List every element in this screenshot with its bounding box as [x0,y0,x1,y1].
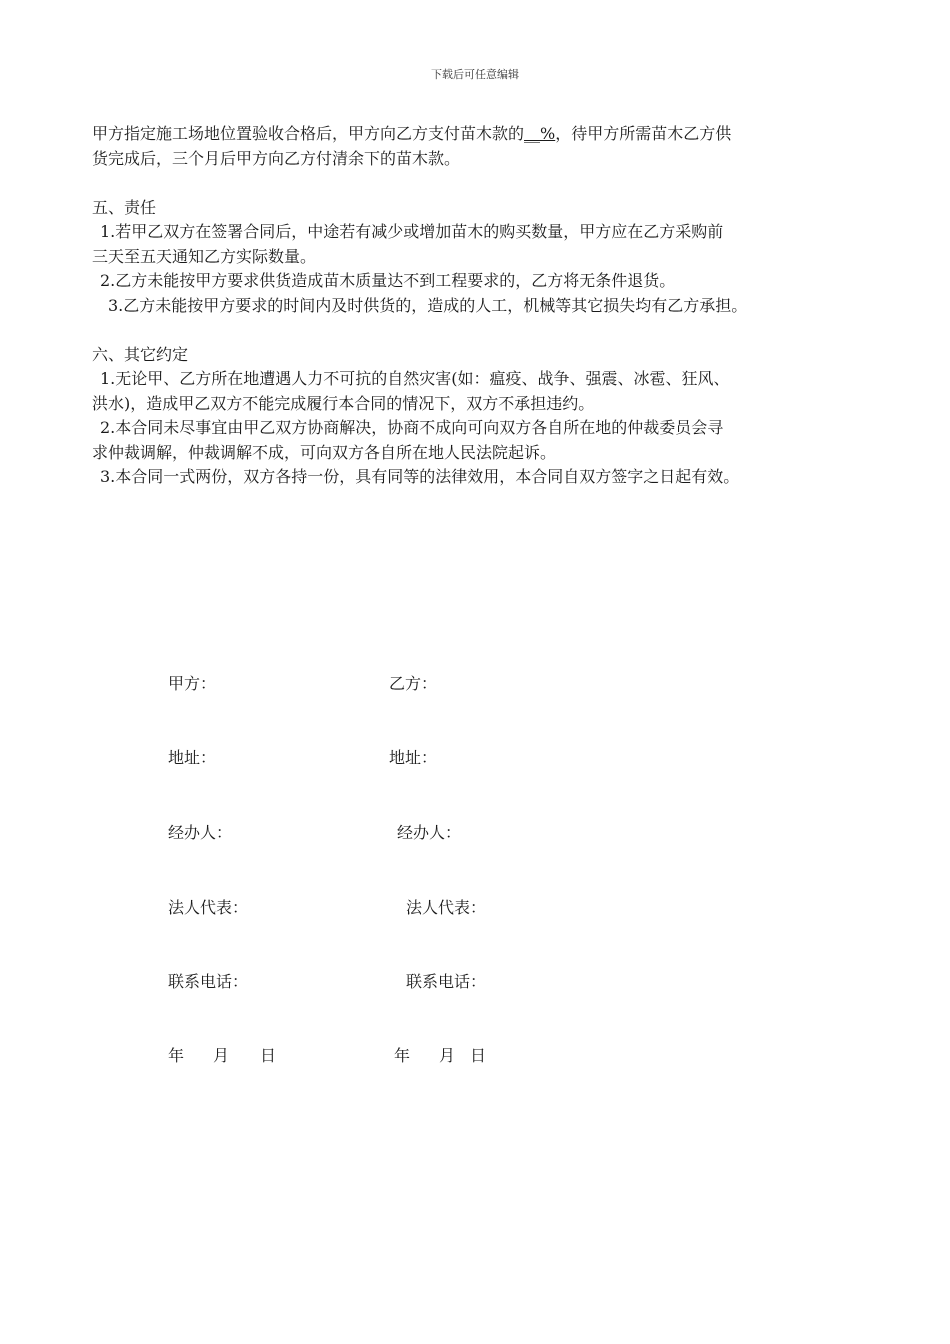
date-a-year: 年 [168,1046,185,1065]
contract-body [92,122,872,490]
phone-a-label: 联系电话： [168,972,249,991]
date-a [168,1046,276,1066]
section6-item1-line1: 1.无论甲、乙方所在地遭遇人力不可抗的自然灾害(如：瘟疫、战争、强震、冰雹、狂风、 [100,369,730,388]
legal-rep-a-label: 法人代表： [168,898,249,917]
payment-paragraph [92,122,872,147]
section6-item3: 3.本合同一式两份，双方各持一份，具有同等的法律效用，本合同自双方签字之日起有效。 [100,467,740,486]
section5-item2: 2.乙方未能按甲方要求供货造成苗木质量达不到工程要求的，乙方将无条件退货。 [100,271,676,290]
section5-item3: 3.乙方未能按甲方要求的时间内及时供货的，造成的人工，机械等其它损失均有乙方承担。 [108,295,748,315]
section6-title: 六、其它约定 [92,344,189,364]
legal-rep-b-label: 法人代表： [406,898,487,917]
agent-b-label: 经办人： [397,823,462,842]
date-b-day: 日 [470,1046,487,1065]
section6-item1-line2: 洪水)，造成甲乙双方不能完成履行本合同的情况下，双方不承担违约。 [92,393,595,413]
agent-a-label: 经办人： [168,823,233,842]
section5-item1-line1: 1.若甲乙双方在签署合同后，中途若有减少或增加苗木的购买数量，甲方应在乙方采购前 [100,222,724,241]
date-a-month: 月 [213,1046,230,1065]
page-header: 下载后可任意编辑 [431,68,519,81]
address-a-label: 地址： [168,748,217,767]
party-b-label: 乙方： [389,674,438,693]
payment-percent-blank: __% [524,124,556,143]
payment-line1-pre: 甲方指定施工场地位置验收合格后，甲方向乙方支付苗木款的 [92,124,525,143]
date-a-day: 日 [260,1046,277,1065]
section6-item2-line2: 求仲裁调解，仲裁调解不成，可向双方各自所在地人民法院起诉。 [92,442,557,462]
section5-item1-line2: 三天至五天通知乙方实际数量。 [92,246,317,266]
date-b [394,1046,486,1066]
section5-title: 五、责任 [92,197,157,217]
section6-item2-line1: 2.本合同未尽事宜由甲乙双方协商解决，协商不成向可向双方各自所在地的仲裁委员会寻 [100,418,724,437]
party-a-label: 甲方： [168,674,217,693]
payment-line2: 货完成后，三个月后甲方向乙方付清余下的苗木款。 [92,148,461,168]
payment-line1-post: ，待甲方所需苗木乙方供 [555,124,732,143]
address-b-label: 地址： [389,748,438,767]
phone-b-label: 联系电话： [406,972,487,991]
date-b-month: 月 [439,1046,456,1065]
date-b-year: 年 [394,1046,411,1065]
